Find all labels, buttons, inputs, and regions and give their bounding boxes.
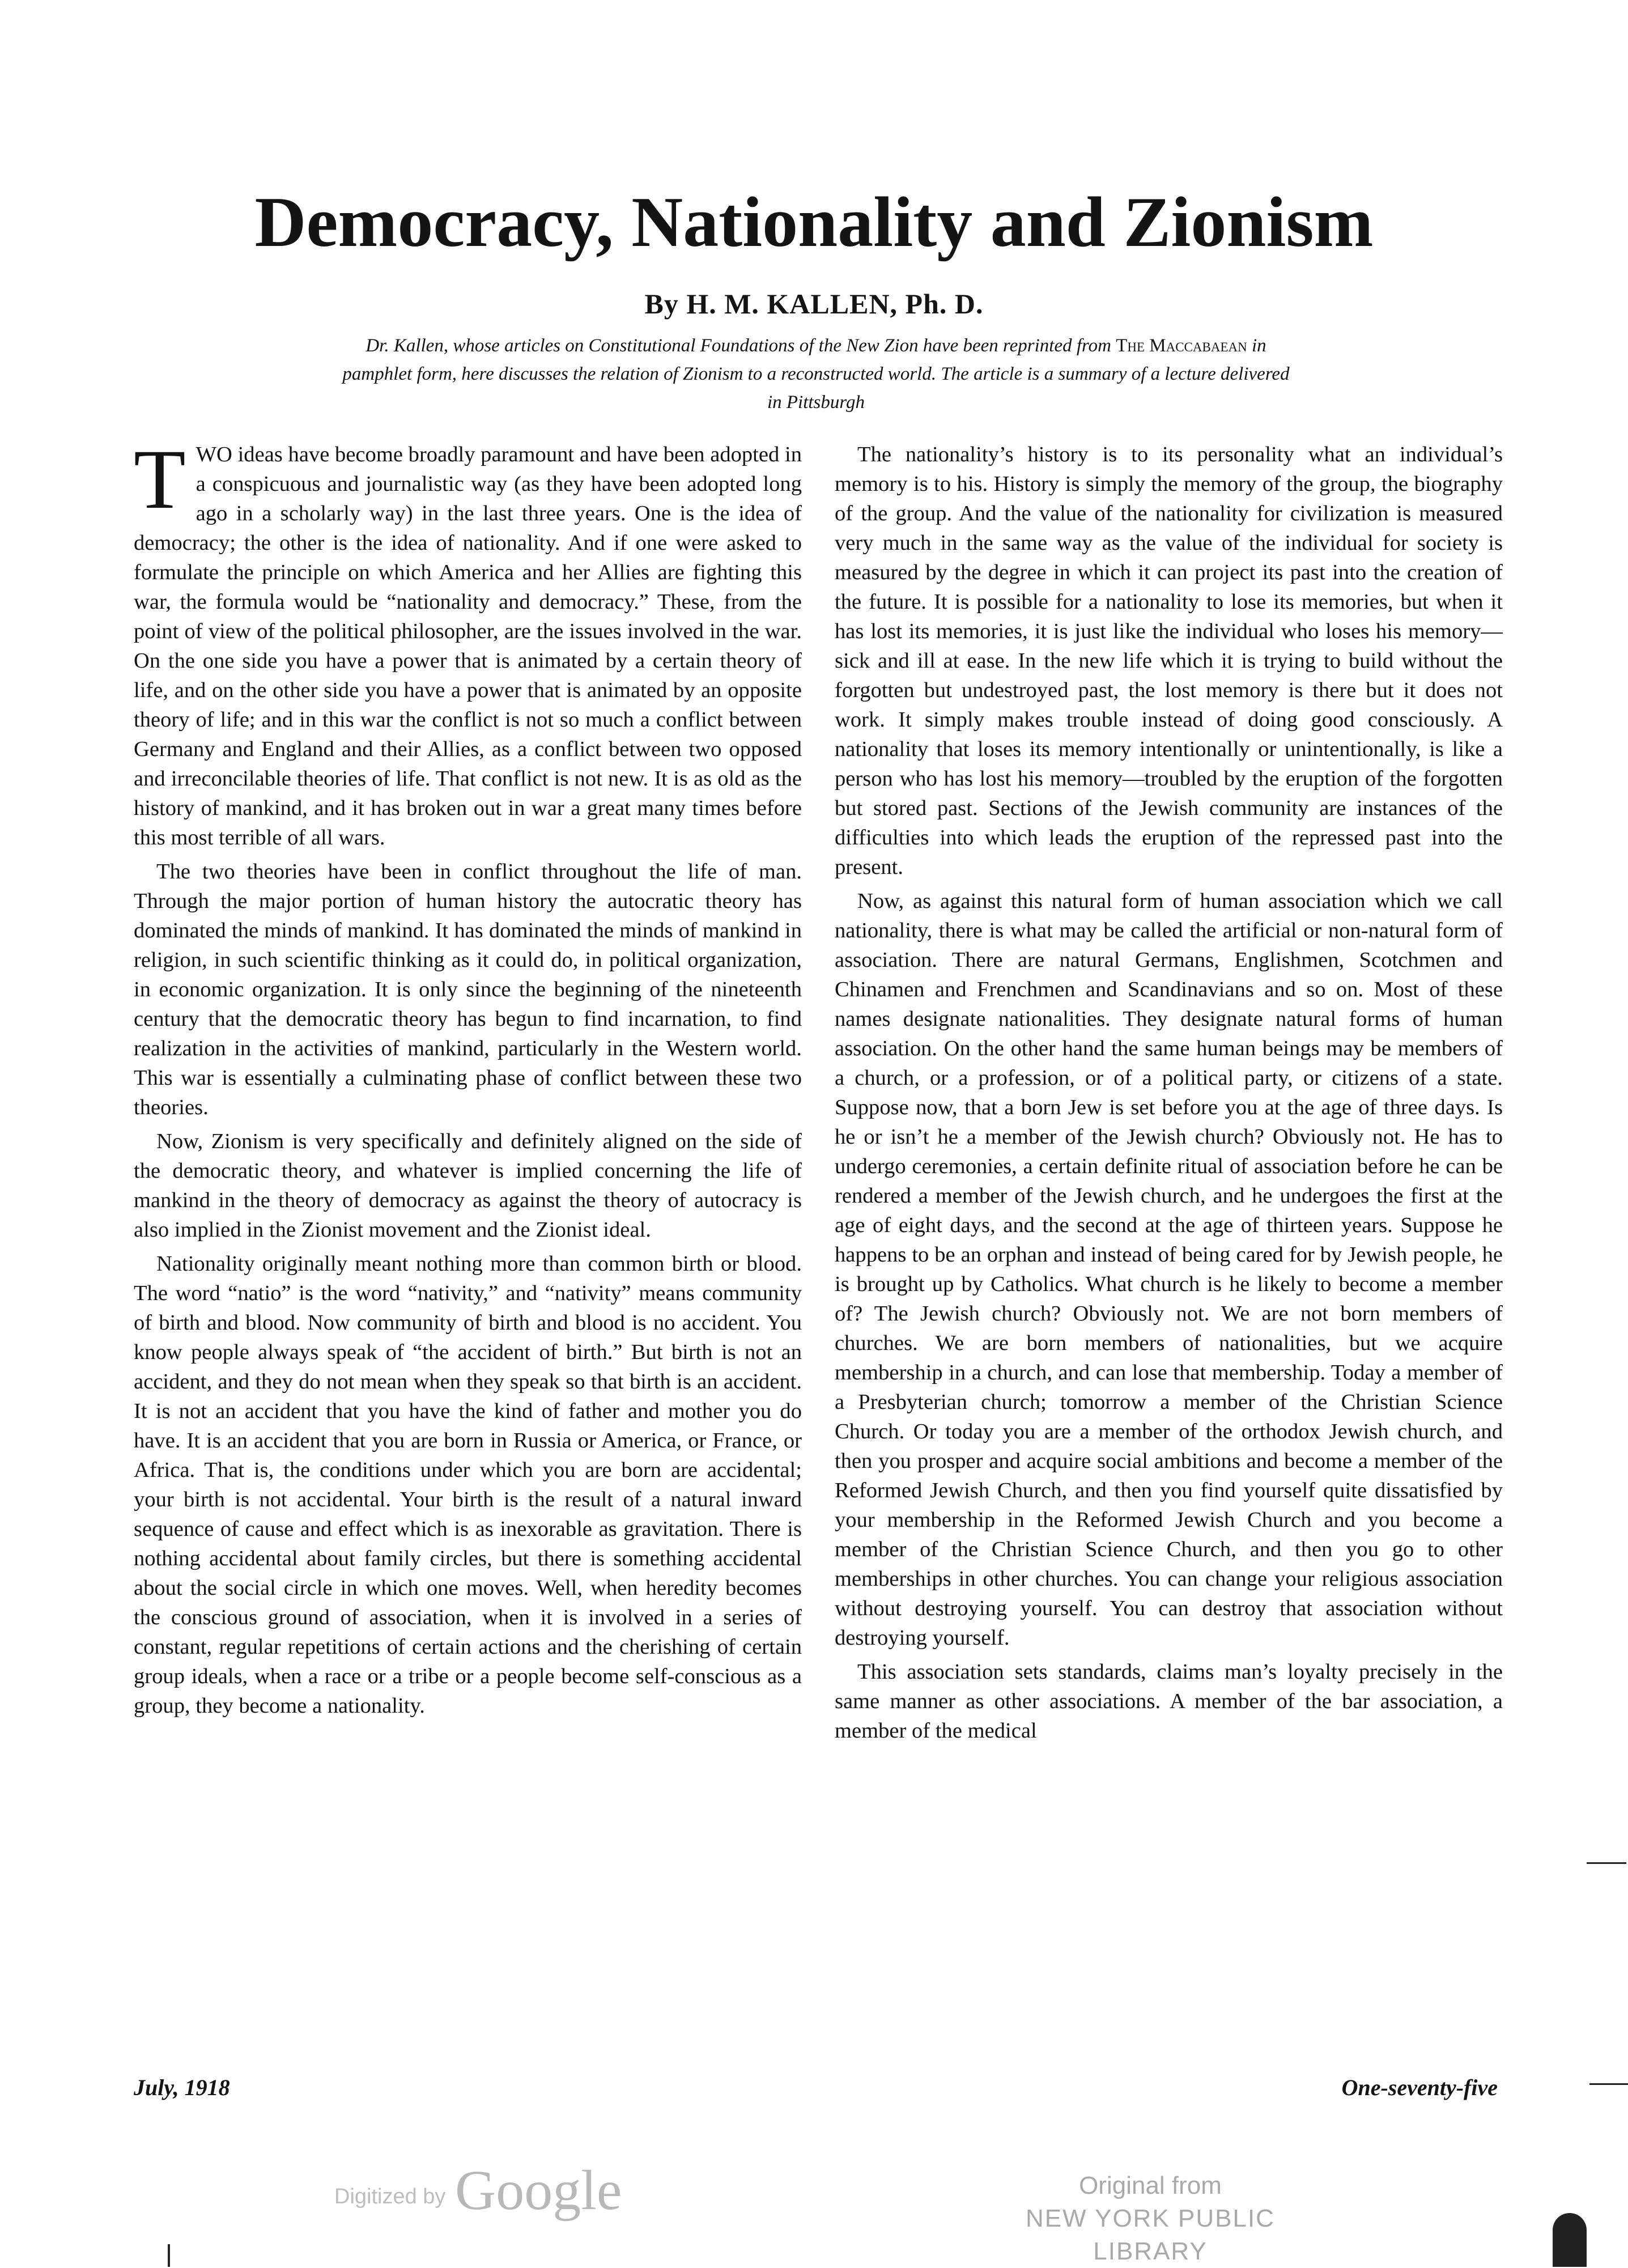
edge-mark xyxy=(1589,2083,1628,2085)
intro-source: The Maccabaean xyxy=(1116,335,1247,356)
paragraph: This association sets standards, claims man’s loyalty precisely in the same manner as other associations. A member of the bar association, a member of the medical xyxy=(835,1660,1503,1743)
page-number: One-seventy-five xyxy=(1341,2075,1498,2100)
intro-text: Dr. Kallen, whose articles on Constitutional Foundations of the New Zion have been reprinted from xyxy=(365,335,1116,356)
paragraph: Now, Zionism is very specifically and definitely aligned on the side of the democratic theory, and whatever is implied concerning the life of mankind in the theory of democracy as against the theory of autocracy is also implied in the Zionist movement and the Zionist ideal. xyxy=(134,1129,802,1242)
intro-text-continued: in pamphlet form, here discusses the relation of Zionism to a reconstructed world. The article is a summary of a lecture delivered in Pittsburgh xyxy=(342,335,1290,413)
left-column xyxy=(134,432,802,1725)
edge-mark xyxy=(168,2244,170,2267)
library-name: NEW YORK PUBLIC LIBRARY xyxy=(1026,2205,1275,2265)
google-logo: Google xyxy=(454,2159,622,2222)
paragraph: The two theories have been in conflict throughout the life of man. Through the major portion of human history the autocratic theory has dominated the minds of mankind. It has dominated the minds of mankind in religion, in such scientific thinking as it could do, in political organization, in economic organization. It is only since the beginning of the nineteenth century that the democratic theory has begun to find incarnation, to find realization in the activities of mankind, particularly in the Western world. This war is essentially a culminating phase of conflict between these two theories. xyxy=(134,860,802,1119)
digitized-watermark xyxy=(334,2159,622,2225)
paragraph: Nationality originally meant nothing more than common birth or blood. The word “natio” is the word “nativity,” and “nativity” means community of birth and blood. Now community of birth and blood is no accident. You know people always speak of “the accident of birth.” But birth is not an accident, and they do not mean when they speak so that birth is an accident. It is not an accident that you have the kind of father and mother you do have. It is an accident that you are born in Russia or America, or France, or Africa. That is, the conditions under which you are born are accidental; your birth is not accidental. Your birth is the result of a natural inward sequence of cause and effect which is as inexorable as gravitation. There is nothing accidental about family circles, but there is something accidental about the social circle in which one moves. Well, when heredity becomes the conscious ground of association, when it is involved in a series of constant, regular repetitions of certain actions and the cherishing of certain group ideals, when a race or a tribe or a people become self-conscious as a group, they become a nationality. xyxy=(134,1252,802,1718)
drop-cap: T xyxy=(134,432,186,526)
author-byline: By H. M. KALLEN, Ph. D. xyxy=(644,288,984,320)
issue-date: July, 1918 xyxy=(134,2075,230,2100)
paragraph: The nationality’s history is to its personality what an individual’s memory is to his. History is simply the memory of the group, the biography of the group. And the value of the nationality for civilization is measured very much in the same way as the value of the individual for society is measured by the degree in which it can project its past into the creation of the future. It is possible for a nationality to lose its memories, but when it has lost its memories, it is just like the individual who loses his memory—sick and ill at ease. In the new life which it is trying to build without the forgotten but undestroyed past, the lost memory is there but it does not work. It simply makes trouble instead of doing good consciously. A nationality that loses its memory intentionally or unintentionally, is like a person who has lost his memory—troubled by the eruption of the forgotten but stored past. Sections of the Jewish community are instances of the difficulties into which leads the eruption of the repressed past into the present. xyxy=(835,443,1503,879)
original-from-text: Original from xyxy=(1079,2172,1222,2199)
edge-mark xyxy=(1553,2213,1587,2267)
article-title: Democracy, Nationality and Zionism xyxy=(254,183,1374,262)
paragraph: Now, as against this natural form of human association which we call nationality, there is what may be called the artificial or non-natural form of association. There are natural Germans, Englishmen, Scotchmen and Chinamen and Frenchmen and Scandinavians and so on. Most of these names designate nationalities. They designate natural forms of human association. On the other hand the same human beings may be members of a church, or a profession, or of a political party, or citizens of a state. Suppose now, that a born Jew is set before you at the age of three days. Is he or isn’t he a member of the Jewish church? Obviously not. He has to undergo ceremonies, a certain definite ritual of association before he can be rendered a member of the Jewish church, and he undergoes the first at the age of eight days, and the second at the age of thirteen years. Suppose he happens to be an orphan and instead of being cared for by Jewish people, he is brought up by Catholics. What church is he likely to become a member of? The Jewish church? Obviously not. We are not born members of churches. We are born members of nationalities, but we acquire membership in a church, and can lose that membership. Today a member of a Presbyterian church; tomorrow a member of the Christian Science Church. Or today you are a member of the orthodox Jewish church, and then you prosper and acquire social ambitions and become a member of the Reformed Jewish Church, and then you find yourself quite dissatisfied by your membership in the Reformed Jewish Church and you become a member of the Christian Science Church, and then you go to other memberships in other churches. You can change your religious association without destroying yourself. You can destroy that association without destroying yourself. xyxy=(835,889,1503,1650)
article-intro xyxy=(334,332,1298,417)
library-watermark xyxy=(975,2169,1326,2268)
right-column xyxy=(835,440,1503,1750)
paragraph-text: WO ideas have become broadly paramount and have been adopted in a conspicuous and journalistic way (as they have been adopted long ago in a scholarly way) in the last three years. One is the idea of democracy; the other is the idea of nationality. And if one were asked to formulate the principle on which America and her Allies are fighting this war, the formula would be “nationality and democracy.” These, from the point of view of the political philosopher, are the issues involved in the war. On the one side you have a power that is animated by a certain theory of life, and on the other side you have a power that is animated by an opposite theory of life; and in this war the conflict is not so much a conflict between Germany and England and their Allies, as a conflict between two opposed and irreconcilable theories of life. That conflict is not new. It is as old as the history of mankind, and it has broken out in war a great many times before this most terrible of all wars. xyxy=(134,443,802,850)
edge-mark xyxy=(1587,1862,1626,1864)
digitized-by-text: Digitized by xyxy=(334,2185,446,2208)
paragraph xyxy=(134,432,802,852)
